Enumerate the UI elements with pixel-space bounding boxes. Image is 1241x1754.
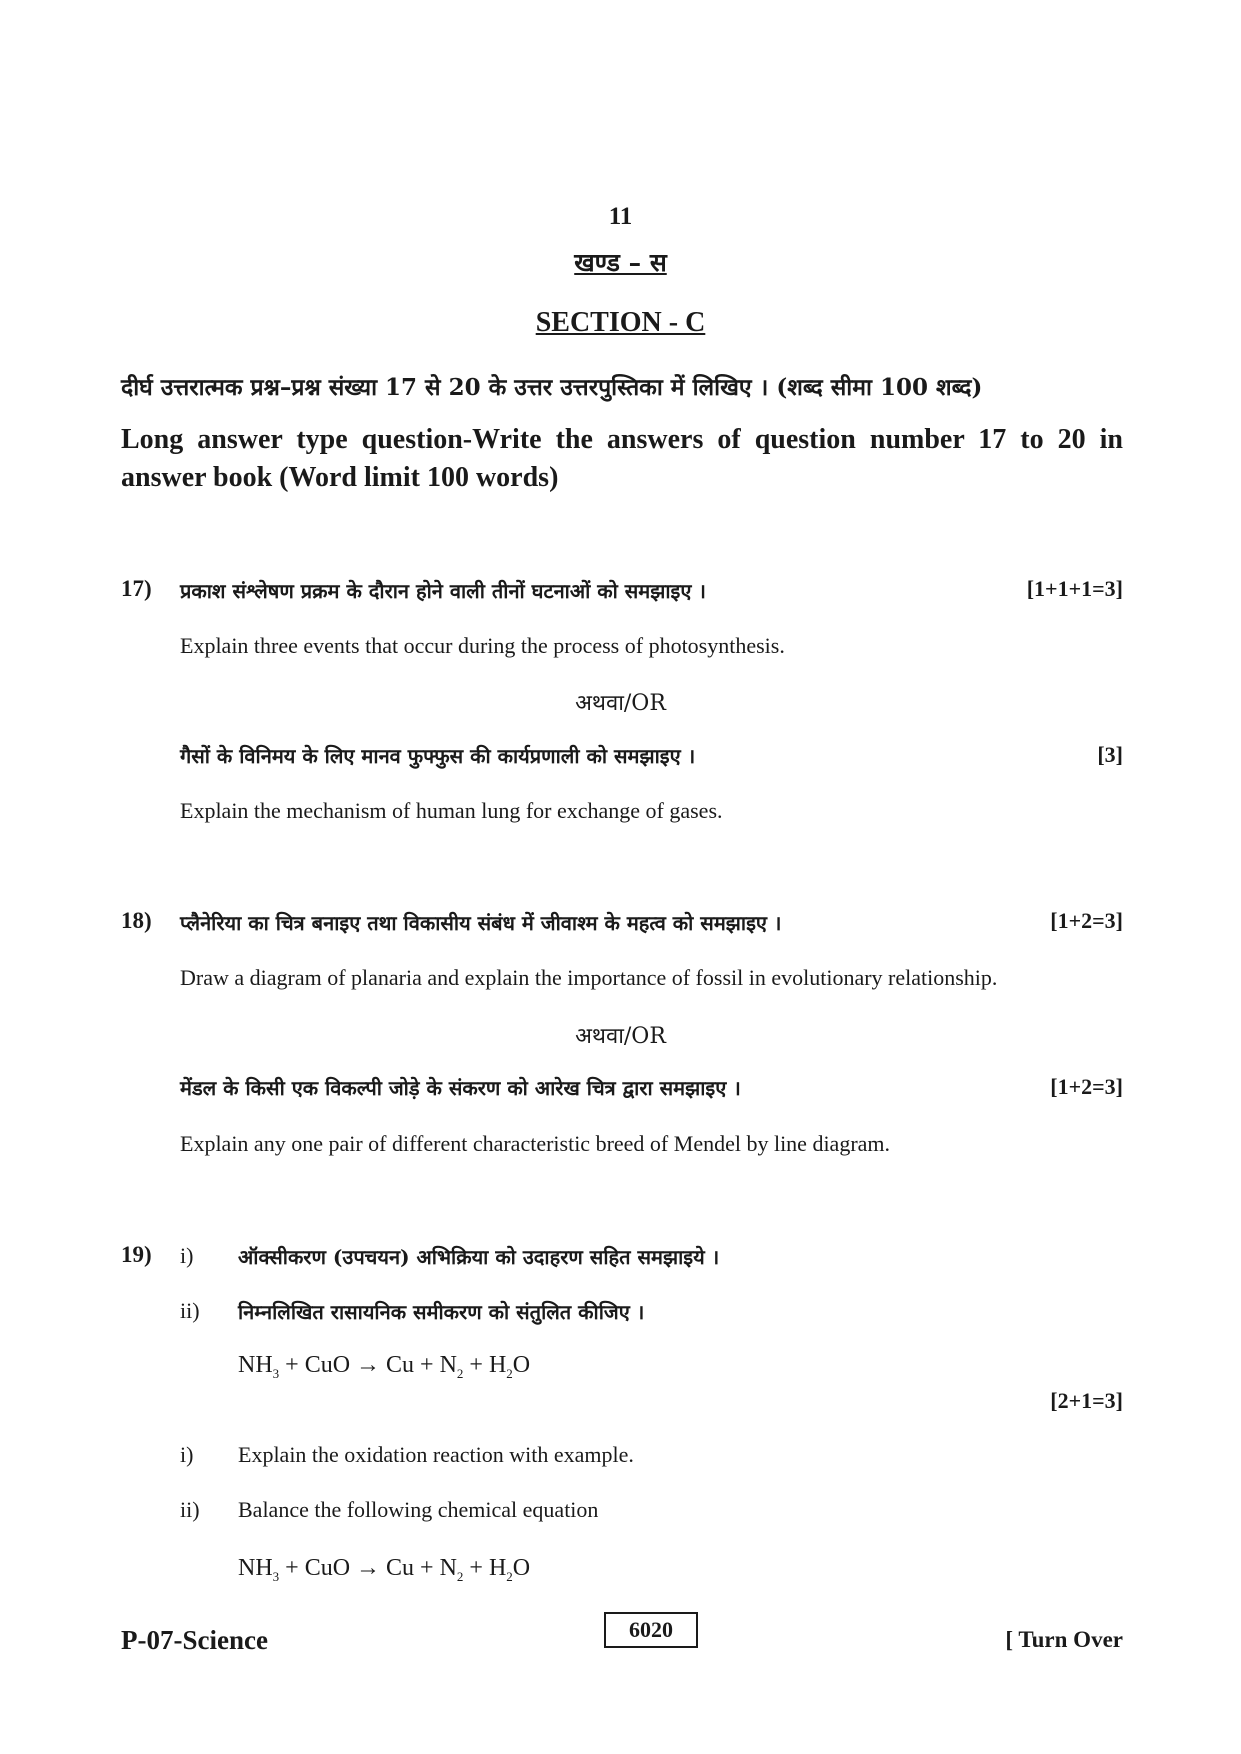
paper-code-label: P-07-Science (121, 1625, 268, 1655)
chemical-equation-english-part: $NH_3$ + CuO → $Cu + N_2 + H_2O$ (238, 1555, 531, 1584)
question-17-alt-english: Explain the mechanism of human lung for exchange of gases. (180, 798, 723, 823)
question-19-sub-i-label: i) (180, 1243, 194, 1268)
question-18-english: Draw a diagram of planaria and explain the importance of fossil in evolutionary relationship. (180, 965, 998, 990)
or-separator-18: अथवा/OR (575, 1024, 666, 1049)
question-17-alt-marks: [3] (1097, 742, 1123, 767)
question-17-hindi: प्रकाश संश्लेषण प्रक्रम के दौरान होने वाली तीनों घटनाओं को समझाइए । (180, 579, 706, 603)
question-18-alt-marks: [1+2=3] (1050, 1074, 1123, 1099)
question-19-i-hindi: ऑक्सीकरण (उपचयन) अभिक्रिया को उदाहरण सहित समझाइये । (238, 1245, 720, 1269)
turn-over-label: [ Turn Over (1005, 1627, 1123, 1652)
section-title-english: SECTION - C (535, 307, 706, 338)
question-18-marks: [1+2=3] (1050, 908, 1123, 933)
question-19-sub-ii-label-en: ii) (180, 1497, 200, 1522)
question-18-alt-english: Explain any one pair of different characteristic breed of Mendel by line diagram. (180, 1131, 891, 1156)
question-18-alt-hindi: मेंडल के किसी एक विकल्पी जोड़े के संकरण को आरेख चित्र द्वारा समझाइए । (180, 1076, 741, 1100)
question-18-number: 18) (121, 908, 152, 933)
question-17-alt-hindi: गैसों के विनिमय के लिए मानव फुफ्फुस की कार्यप्रणाली को समझाइए । (180, 744, 696, 768)
question-19-ii-hindi: निम्नलिखित रासायनिक समीकरण को संतुलित कीजिए । (238, 1300, 645, 1324)
question-19-sub-ii-label: ii) (180, 1298, 200, 1323)
question-19-number: 19) (121, 1242, 152, 1267)
question-17-marks: [1+1+1=3] (1026, 576, 1123, 601)
section-title-hindi: खण्ड – स (574, 248, 667, 277)
instruction-hindi: दीर्घ उत्तरात्मक प्रश्न–प्रश्न संख्या 17 से 20 के उत्तर उत्तरपुस्तिका में लिखिए । (शब्द सीमा 100 शब्द) (121, 374, 983, 401)
question-19-sub-i-label-en: i) (180, 1442, 194, 1467)
question-18-hindi: प्लैनेरिया का चित्र बनाइए तथा विकासीय संबंध में जीवाश्म के महत्व को समझाइए । (180, 911, 782, 935)
question-17-number: 17) (121, 576, 152, 601)
question-19-ii-english: Balance the following chemical equation (238, 1497, 599, 1522)
page-code-box: 6020 (604, 1612, 698, 1648)
question-19-i-english: Explain the oxidation reaction with example. (238, 1442, 634, 1467)
instruction-english: Long answer type question-Write the answers of question number 17 to 20 in answer book (Word limit 100 words) (121, 424, 1123, 493)
question-17-english: Explain three events that occur during the process of photosynthesis. (180, 633, 785, 658)
page-number: 11 (608, 203, 633, 230)
or-separator-17: अथवा/OR (575, 691, 666, 716)
question-19-marks: [2+1=3] (1050, 1388, 1123, 1413)
chemical-equation-hindi-part: $NH_3$ + CuO → $Cu + N_2 + H_2O$ (238, 1352, 531, 1381)
